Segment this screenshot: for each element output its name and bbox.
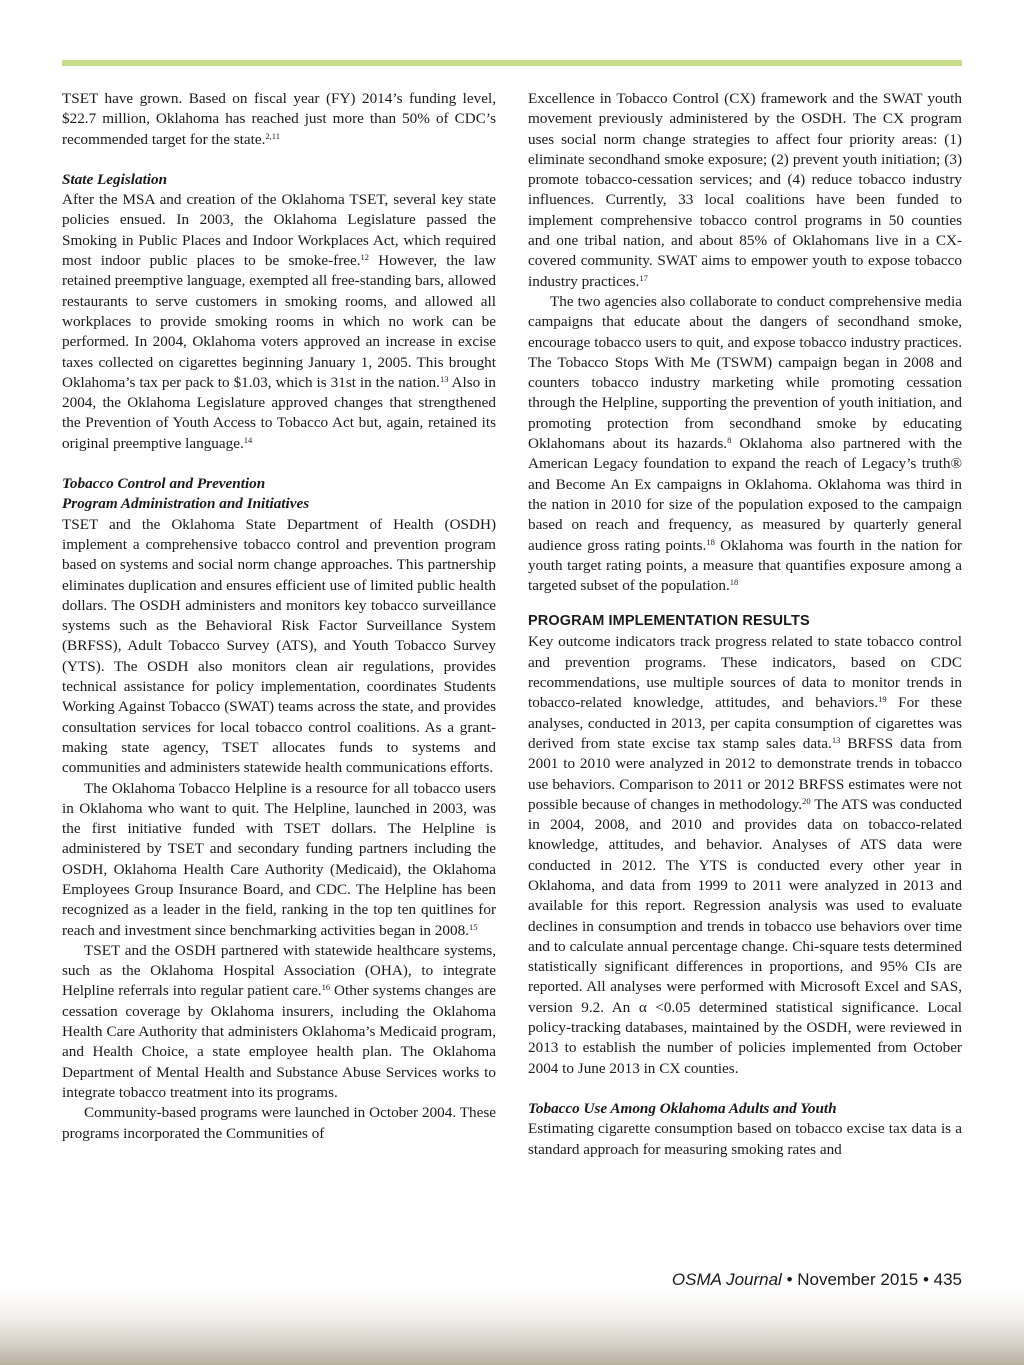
- journal-name: OSMA Journal: [671, 1270, 782, 1289]
- paragraph: TSET and the Oklahoma State Department of Health (OSDH) implement a comprehensive tobacco control and prevention program based on systems and social norm change approaches. This partnership eliminates duplication and ensures efficient use of limited public health dollars. The OSDH administers and monitors key tobacco surveillance systems such as the Behavioral Risk Factor Surveillance System (BRFSS), Adult Tobacco Survey (ATS), and Youth Tobacco Survey (YTS). The OSDH also monitors clean air regulations, provides technical assistance for policy implementation, coordinates Students Working Against Tobacco (SWAT) teams across the state, and provides consultation services for local tobacco control coalitions. As a grant-making state agency, TSET allocates funds to systems and communities and administers statewide health communications efforts.: [62, 515, 496, 777]
- section-heading-results: PROGRAM IMPLEMENTATION RESULTS: [528, 613, 810, 630]
- subheading-tobacco-use: Tobacco Use Among Oklahoma Adults and Youth: [528, 1099, 837, 1117]
- paragraph: Excellence in Tobacco Control (CX) framework and the SWAT youth movement previously administered by the OSDH. The CX program uses social norm change strategies to affect four priority areas: (1) eliminate secondhand smoke exposure; (2) prevent youth initiation; (3) promote tobacco-cessation services; and (4) reduce tobacco industry influences. Currently, 33 local coalitions have been funded to implement comprehensive tobacco control programs in 50 counties and one tribal nation, and about 85% of Oklahomans live in a CX-covered community. SWAT aims to empower youth to expose tobacco industry practices.$^{17}$: [528, 90, 962, 290]
- issue-date: November 2015: [797, 1270, 919, 1289]
- left-column: [62, 89, 496, 1144]
- subheading-tobacco-control: Tobacco Control and Prevention Program Administration and Initiatives: [62, 475, 310, 513]
- paragraph: After the MSA and creation of the Oklahoma TSET, several key state policies ensued. In 2003, the Oklahoma Legislature passed the Smoking in Public Places and Indoor Workplaces Act, which required most indoor public places to be smoke-free.$^{12}$ However, the law retained preemptive language, exempted all free-standing bars, allowed restaurants to serve customers in smoking rooms, and allowed all workplaces to provide smoking rooms in which no work can be performed. In 2004, Oklahoma voters approved an increase in excise taxes collected on cigarettes beginning January 1, 2005. This brought Oklahoma’s tax per pack to $1.03, which is 31st in the nation.$^{13}$ Also in 2004, the Oklahoma Legislature approved changes that strengthened the Prevention of Youth Access to Tobacco Act but, again, retained its original preemptive language.$^{14}$: [62, 191, 497, 452]
- paragraph: Community-based programs were launched in October 2004. These programs incorporated the Communities of: [62, 1104, 496, 1142]
- footer-separator: •: [781, 1270, 798, 1289]
- paragraph: TSET have grown. Based on fiscal year (FY) 2014’s funding level, $22.7 million, Oklahoma has reached just more than 50% of CDC’s recommended target for the state.$^{2,11}$: [62, 90, 496, 148]
- paragraph: The two agencies also collaborate to conduct comprehensive media campaigns that educate about the dangers of secondhand smoke, encourage tobacco users to quit, and expose tobacco industry practices. The Tobacco Stops With Me (TSWM) campaign began in 2008 and counters tobacco industry marketing while promoting cessation through the Helpline, supporting the prevention of youth initiation, and promoting protection from secondhand smoke by educating Oklahomans about its hazards.$^8$ Oklahoma also partnered with the American Legacy foundation to expand the reach of Legacy’s truth® and Become An Ex campaigns in Oklahoma. Oklahoma was third in the nation in 2010 for size of the population exposed to the campaign based on reach and frequency, as measured by quarterly general audience gross rating points.$^{18}$ Oklahoma was fourth in the nation for youth target rating points, a measure that quantifies exposure among a targeted subset of the population.$^{18}$: [528, 292, 962, 595]
- top-accent-rule: [62, 60, 962, 66]
- page-footer: [672, 1270, 962, 1290]
- paragraph: The Oklahoma Tobacco Helpline is a resource for all tobacco users in Oklahoma who want to quit. The Helpline, launched in 2003, was the first initiative funded with TSET dollars. The Helpline is administered by TSET and secondary funding partners including the OSDH, Oklahoma Health Care Authority (Medicaid), the Oklahoma Employees Group Insurance Board, and CDC. The Helpline has been recognized as a leader in the field, ranking in the top ten quitlines for reach and investment since benchmarking activities began in 2008.15: [62, 779, 496, 939]
- right-column: [528, 89, 962, 1160]
- paragraph: Key outcome indicators track progress related to state tobacco control and prevention programs. These indicators, based on CDC recommendations, use multiple sources of data to monitor trends in tobacco-related knowledge, attitudes, and behaviors.$^{19}$ For these analyses, conducted in 2013, per capita consumption of cigarettes was derived from state excise tax stamp sales data.$^{13}$ BRFSS data from 2001 to 2010 were analyzed in 2012 to demonstrate trends in tobacco use behaviors. Comparison to 2011 or 2012 BRFSS estimates were not possible because of changes in methodology.$^{20}$ The ATS was conducted in 2004, 2008, and 2010 and provides data on tobacco-related knowledge, attitudes, and behavior. Analyses of ATS data were conducted in 2012. The YTS is conducted every other year in Oklahoma, and data from 1999 to 2011 were analyzed in 2013 and available for this report. Regression analysis was used to evaluate declines in consumption and trends in tobacco use behaviors over time and to calculate annual percentage change. Chi-square tests determined statistically significant differences in proportions, and 95% CIs are reported. All analyses were performed with Microsoft Excel and SAS, version 9.2. An α <0.05 determined statistical significance. Local policy-tracking databases, maintained by the OSDH, were reviewed in 2013 to establish the number of policies implemented from October 2004 to June 2013 in CX counties.: [528, 633, 962, 1077]
- subheading-state-legislation: State Legislation: [62, 170, 168, 188]
- paragraph: Estimating cigarette consumption based on tobacco excise tax data is a standard approach for measuring smoking rates and: [528, 1120, 962, 1158]
- page-number: 435: [933, 1270, 962, 1289]
- paragraph: TSET and the OSDH partnered with statewide healthcare systems, such as the Oklahoma Hospital Association (OHA), to integrate Helpline referrals into regular patient care.$^{16}$ Other systems changes are cessation coverage by Oklahoma insurers, including the Oklahoma Health Care Authority that administers Oklahoma’s Medicaid program, and Health Choice, a state employee health plan. The Oklahoma Department of Mental Health and Substance Abuse Services works to integrate tobacco treatment into its programs.: [62, 941, 496, 1101]
- footer-band: [0, 1290, 1024, 1365]
- footer-separator: •: [918, 1270, 934, 1289]
